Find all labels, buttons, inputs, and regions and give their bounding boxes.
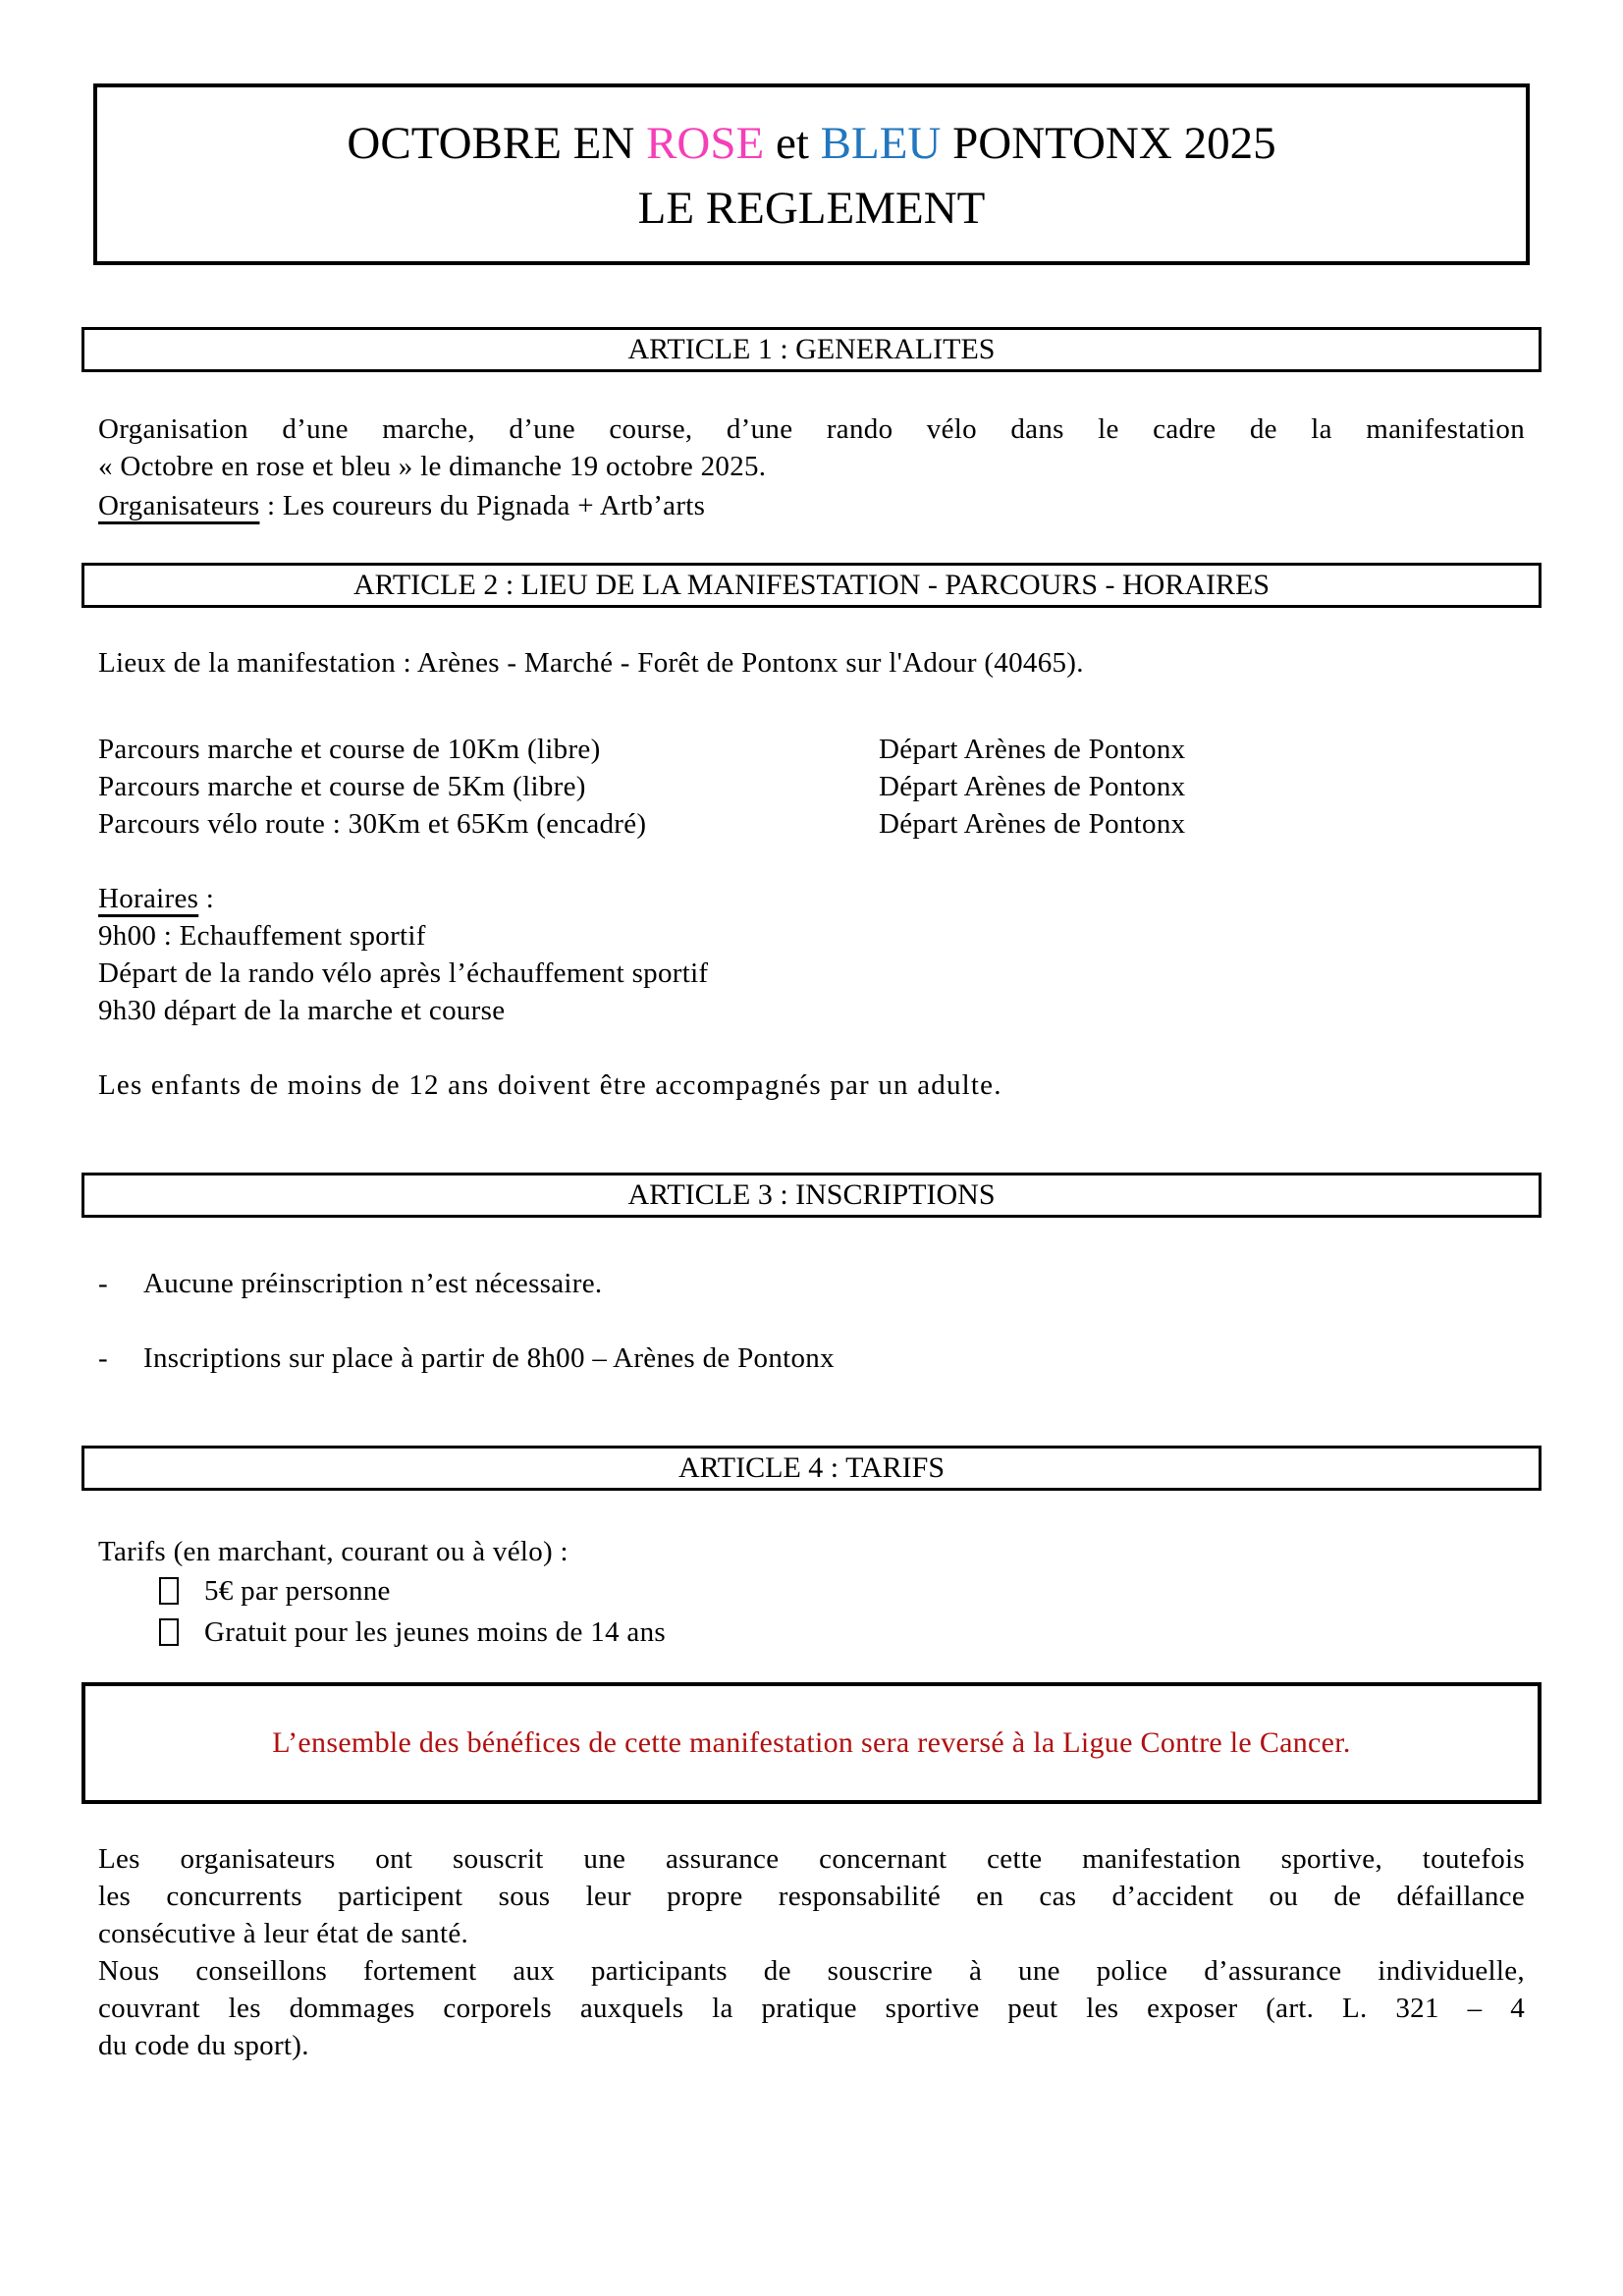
horaires-list (81, 917, 1542, 1029)
parcours-row (98, 805, 1525, 843)
parcours-row (98, 731, 1525, 768)
parcours-left: Parcours marche et course de 5Km (libre) (98, 771, 586, 802)
dash-bullet: - (98, 1342, 108, 1374)
parcours-left: Parcours marche et course de 10Km (libre) (98, 734, 601, 765)
title-box (93, 83, 1530, 265)
tarif-label: Gratuit pour les jeunes moins de 14 ans (204, 1616, 666, 1648)
tarif-item (98, 1612, 1525, 1653)
tarifs-list (81, 1570, 1542, 1653)
horaires-line: 9h00 : Echauffement sportif (98, 920, 426, 952)
horaires-line: 9h30 départ de la marche et course (98, 995, 506, 1026)
horaires-colon: : (198, 883, 215, 914)
title-bleu-text: BLEU (820, 118, 942, 169)
title-line-2: LE REGLEMENT (637, 183, 986, 234)
assurance-line: du code du sport). (98, 2030, 309, 2061)
paragraph-line: « Octobre en rose et bleu » le dimanche 19 octobre 2025. (98, 451, 767, 482)
inscription-item (81, 1339, 1542, 1377)
enfants-note: Les enfants de moins de 12 ans doivent être accompagnés par un adulte. (98, 1069, 1002, 1101)
organisateurs-line (81, 487, 1542, 524)
parcours-row (98, 768, 1525, 805)
empty-checkbox-icon (159, 1577, 179, 1605)
tarif-item (98, 1570, 1525, 1612)
title-text-post: PONTONX 2025 (952, 118, 1276, 169)
alert-box (81, 1682, 1542, 1804)
horaires-label: Horaires (98, 883, 199, 914)
tarifs-intro: Tarifs (en marchant, courant ou à vélo) : (98, 1536, 568, 1567)
article-3-header: ARTICLE 3 : INSCRIPTIONS (81, 1173, 1542, 1218)
inscription-item (81, 1265, 1542, 1302)
assurance-line: les concurrents participent sous leur propre responsabilité en cas d’accident ou de défaillance (98, 1881, 1525, 1912)
tarif-label: 5€ par personne (204, 1575, 391, 1607)
organisateurs-value: : Les coureurs du Pignada + Artb’arts (259, 490, 706, 521)
horaires-heading (81, 880, 1542, 917)
inscription-text: Aucune préinscription n’est nécessaire. (143, 1268, 603, 1299)
paragraph-line: Organisation d’une marche, d’une course, d’une rando vélo dans le cadre de la manifestation (98, 413, 1525, 445)
parcours-left: Parcours vélo route : 30Km et 65Km (encadré) (98, 808, 647, 840)
alert-text: L’ensemble des bénéfices de cette manifestation sera reversé à la Ligue Contre le Cancer. (272, 1726, 1351, 1759)
dash-bullet: - (98, 1268, 108, 1299)
assurance-line: couvrant les dommages corporels auxquels la pratique sportive peut les exposer (art. L. 321 – 4 (98, 1993, 1525, 2024)
assurance-line: Nous conseillons fortement aux participants de souscrire à une police d’assurance individuelle, (98, 1955, 1525, 1987)
assurance-line: Les organisateurs ont souscrit une assurance concernant cette manifestation sportive, toutefois (98, 1843, 1525, 1875)
page-content (0, 83, 1623, 2064)
horaires-line: Départ de la rando vélo après l’échauffement sportif (98, 957, 709, 989)
title-line-1 (97, 111, 1526, 176)
article-1-header: ARTICLE 1 : GENERALITES (81, 327, 1542, 372)
article-4-header: ARTICLE 4 : TARIFS (81, 1446, 1542, 1491)
organisateurs-label: Organisateurs (98, 490, 260, 521)
title-rose-text: ROSE (646, 118, 765, 169)
assurance-paragraph (81, 1840, 1542, 2064)
lieux-line: Lieux de la manifestation : Arènes - Marché - Forêt de Pontonx sur l'Adour (40465). (98, 647, 1084, 679)
title-text-pre: OCTOBRE EN (347, 118, 635, 169)
article-2-header: ARTICLE 2 : LIEU DE LA MANIFESTATION - PARCOURS - HORAIRES (81, 563, 1542, 608)
title-et-text: et (775, 118, 809, 169)
empty-checkbox-icon (159, 1618, 179, 1646)
assurance-line: consécutive à leur état de santé. (98, 1918, 469, 1949)
parcours-right: Départ Arènes de Pontonx (879, 771, 1186, 802)
parcours-right: Départ Arènes de Pontonx (879, 808, 1186, 840)
parcours-right: Départ Arènes de Pontonx (879, 734, 1186, 765)
inscription-text: Inscriptions sur place à partir de 8h00 – Arènes de Pontonx (143, 1342, 835, 1374)
parcours-list (81, 731, 1542, 843)
article-1-paragraph (81, 410, 1542, 485)
